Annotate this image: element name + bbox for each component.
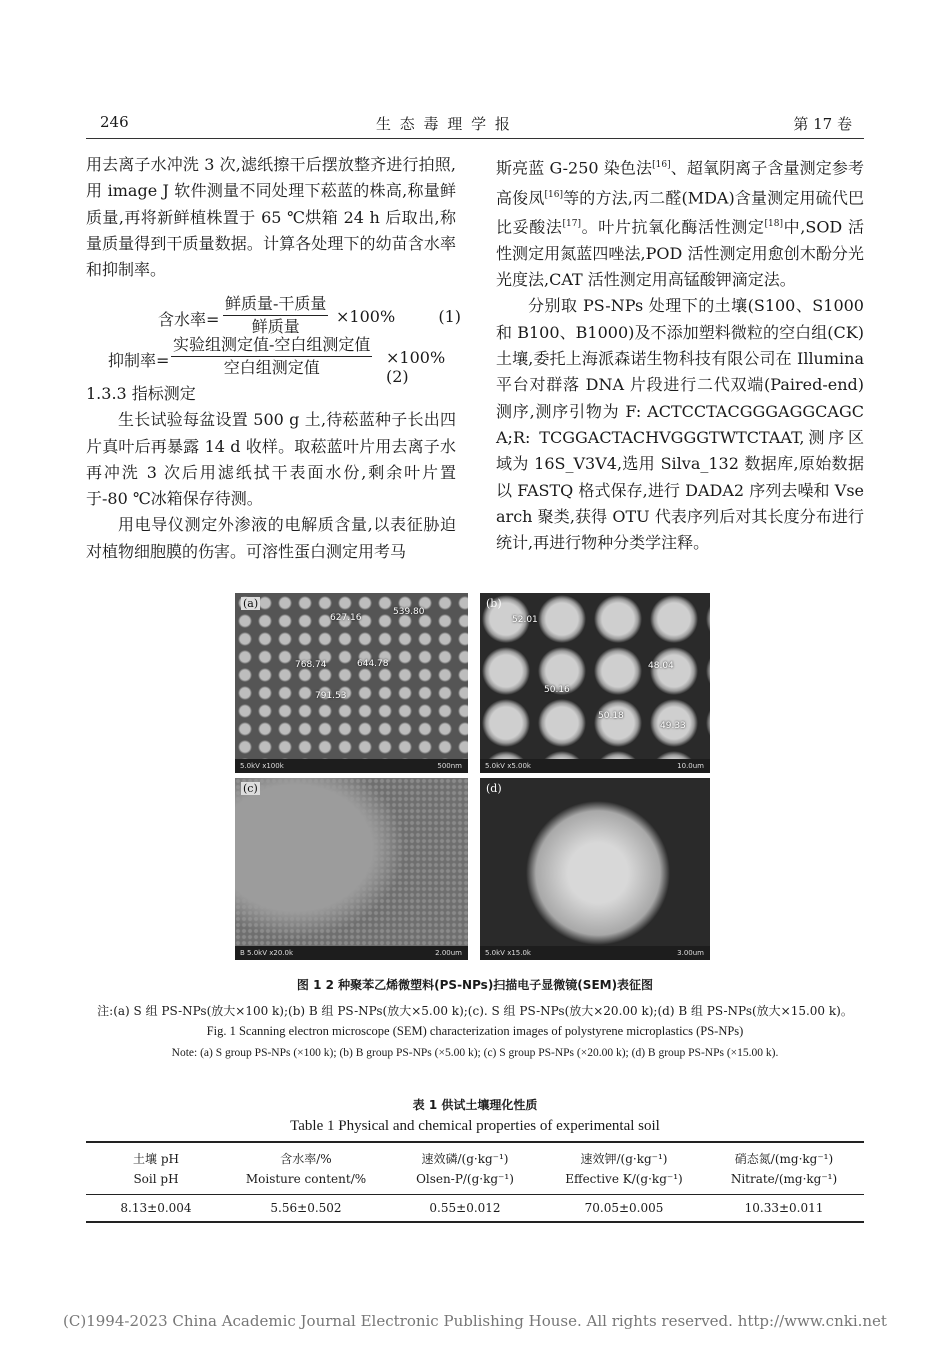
- eq2-denominator: 空白组测定值: [223, 358, 320, 377]
- eq1-tail: ×100%: [336, 307, 396, 326]
- eq2-lhs: 抑制率=: [108, 351, 170, 370]
- panel-a-infobar: [235, 759, 468, 773]
- sem-panel-b: [480, 593, 710, 773]
- header-en: Soil pH: [133, 1172, 179, 1186]
- citation-18: [18]: [764, 219, 784, 230]
- right-para-1-part-c: 等的方法,丙二醛(MDA)含量测定用硫代巴比妥酸法: [496, 187, 864, 237]
- panel-d-scale: 3.00um: [677, 949, 704, 957]
- measurement-label: 50.16: [544, 685, 570, 695]
- copyright-footer: (C)1994-2023 China Academic Journal Electronic Publishing House. All rights reserved. http://www.cnki.net: [63, 1312, 887, 1330]
- equation-2: [86, 334, 461, 386]
- table-top-rule: [86, 1141, 864, 1143]
- citation-16b: [16]: [544, 189, 563, 200]
- measurement-label: 627.16: [330, 613, 362, 623]
- panel-b-scale: 10.0um: [677, 762, 704, 770]
- right-para-2: 分别取 PS-NPs 处理下的土壤(S100、S1000 和 B100、B1000)及不添加塑料微粒的空白组(CK)土壤,委托上海派森诺生物科技有限公司在 Illumina 平台对群落 DNA 片段进行二代双端(Paired-end)测序,测序引物为 F: ACTCCTACGGGAGGCAGCA;R: TCGGACTACHVGGGTWTCTAAT,测序区域为 16S_V3V4,选用 Silva_132 数据库,原始数据以 FASTQ 格式保存,进行 DADA2 序列去噪和 Vsearch 聚类,获得 OTU 代表序列后对其长度分布进行统计,再进行物种分类学注释。: [496, 296, 864, 553]
- header-cn: 硝态氮/(mg·kg⁻¹): [734, 1152, 834, 1166]
- right-para-1-part-d: 。叶片抗氧化酶活性测定: [581, 217, 765, 237]
- table-title-cn: 表 1 供试土壤理化性质: [412, 1098, 538, 1112]
- table-cell: 10.33±0.011: [744, 1201, 824, 1215]
- table-header-cell: [386, 1149, 544, 1189]
- left-para-1: 用去离子水冲洗 3 次,滤纸擦干后摆放整齐进行拍照,用 image J 软件测量不同处理下菘蓝的株高,称量鲜质量,再将新鲜植株置于 65 ℃烘箱 24 h 后取出,称量质量得到干质量数据。计算各处理下的幼苗含水率和抑制率。: [86, 155, 456, 280]
- citation-16a: [16]: [652, 160, 671, 170]
- header-en: Moisture content/%: [245, 1172, 367, 1186]
- table-mid-rule: [86, 1194, 864, 1195]
- panel-a-scale: 500nm: [437, 762, 462, 770]
- eq1-number: (1): [438, 307, 461, 326]
- table-title-en: Table 1 Physical and chemical properties of experimental soil: [290, 1118, 660, 1134]
- left-para-2: 生长试验每盆设置 500 g 土,待菘蓝种子长出四片真叶后再暴露 14 d 收样。取菘蓝叶片用去离子水再冲洗 3 次后用滤纸拭干表面水份,剩余叶片置于-80 ℃冰箱保存待测。: [86, 410, 456, 509]
- sem-panel-d: [480, 778, 710, 960]
- table-cell: 8.13±0.004: [120, 1201, 192, 1215]
- section-heading: 1.3.3 指标测定: [86, 384, 196, 403]
- sem-panel-c: [235, 778, 468, 960]
- measurement-label: 50.18: [598, 711, 624, 721]
- table-header-cell: [86, 1149, 226, 1189]
- measurement-label: 49.33: [660, 721, 686, 731]
- sem-panel-a: [235, 593, 468, 773]
- panel-b-infobar: [480, 759, 710, 773]
- table-cell: 5.56±0.502: [270, 1201, 342, 1215]
- panel-b-label: (b): [486, 597, 502, 610]
- header-cn: 速效钾/(g·kg⁻¹): [580, 1152, 668, 1166]
- panel-d-settings: 5.0kV x15.0k: [485, 949, 531, 957]
- page-number: 246: [100, 113, 129, 131]
- header-cn: 含水率/%: [280, 1152, 332, 1166]
- table-header-cell: [226, 1149, 386, 1189]
- figure-caption-cn: 图 1 2 种聚苯乙烯微塑料(PS-NPs)扫描电子显微镜(SEM)表征图: [296, 978, 654, 992]
- figure-note-cn: 注:(a) S 组 PS-NPs(放大×100 k);(b) B 组 PS-NPs(放大×5.00 k);(c). S 组 PS-NPs(放大×20.00 k);(d) B 组 PS-NPs(放大×15.00 k)。: [97, 1004, 853, 1018]
- measurement-label: 48.04: [648, 661, 674, 671]
- panel-a-label: (a): [243, 597, 259, 610]
- left-column-bottom: [86, 381, 456, 565]
- panel-b-settings: 5.0kV x5.00k: [485, 762, 531, 770]
- eq1-fraction: [223, 293, 328, 338]
- table-cell: 0.55±0.012: [429, 1201, 501, 1215]
- table-cell: 70.05±0.005: [584, 1201, 664, 1215]
- right-column: [496, 152, 864, 556]
- panel-c-infobar: [235, 946, 468, 960]
- eq2-tail: ×100% (2): [386, 348, 446, 386]
- header-cn: 速效磷/(g·kg⁻¹): [421, 1152, 509, 1166]
- eq2-numerator: 实验组测定值-空白组测定值: [171, 334, 372, 357]
- eq1-numerator: 鲜质量-干质量: [223, 293, 328, 316]
- table-header-cell: [544, 1149, 704, 1189]
- measurement-label: 791.53: [315, 691, 347, 701]
- measurement-label: 768.74: [295, 660, 327, 670]
- panel-d-label: (d): [486, 782, 502, 795]
- panel-d-infobar: [480, 946, 710, 960]
- panel-a-settings: 5.0kV x100k: [240, 762, 284, 770]
- header-en: Olsen-P/(g·kg⁻¹): [416, 1172, 514, 1186]
- right-para-1-part-e: 中,SOD 活性测定用氮蓝四唑法,POD 活性测定用愈创木酚分光光度法,CAT 活性测定用高锰酸钾滴定法。: [496, 217, 864, 290]
- left-column-top: [86, 152, 456, 283]
- eq1-denominator: 鲜质量: [251, 317, 300, 336]
- header-en: Nitrate/(mg·kg⁻¹): [730, 1172, 838, 1186]
- header-rule: [86, 138, 864, 139]
- measurement-label: 52.01: [512, 615, 538, 625]
- journal-title: 生 态 毒 理 学 报: [376, 115, 512, 133]
- panel-c-label: (c): [243, 782, 258, 795]
- table-bottom-rule: [86, 1221, 864, 1223]
- citation-17: [17]: [562, 219, 581, 230]
- measurement-label: 539.80: [393, 607, 425, 617]
- right-para-1-part-a: 斯亮蓝 G-250 染色法: [496, 158, 653, 178]
- panel-c-scale: 2.00um: [435, 949, 462, 957]
- volume-label: 第 17 卷: [793, 115, 852, 133]
- measurement-label: 644.78: [357, 659, 389, 669]
- figure-caption-en: Fig. 1 Scanning electron microscope (SEM) characterization images of polystyrene microplastics (PS-NPs): [206, 1024, 744, 1038]
- panel-c-settings: B 5.0kV x20.0k: [240, 949, 294, 957]
- header-en: Effective K/(g·kg⁻¹): [565, 1172, 683, 1186]
- header-cn: 土壤 pH: [133, 1152, 179, 1166]
- right-para-1-part-b: 、超氧阴离子含量测定参考高俊凤: [496, 158, 864, 207]
- eq2-fraction: [171, 334, 372, 379]
- right-para-1: [496, 152, 864, 293]
- table-header-cell: [704, 1149, 864, 1189]
- left-para-3: 用电导仪测定外渗液的电解质含量,以表征胁迫对植物细胞膜的伤害。可溶性蛋白测定用考马: [86, 515, 456, 561]
- eq1-lhs: 含水率=: [158, 310, 220, 329]
- figure-note-en: Note: (a) S group PS-NPs (×100 k); (b) B group PS-NPs (×5.00 k); (c) S group PS-NPs (×20.00 k); (d) B group PS-NPs (×15.00 k).: [171, 1047, 779, 1059]
